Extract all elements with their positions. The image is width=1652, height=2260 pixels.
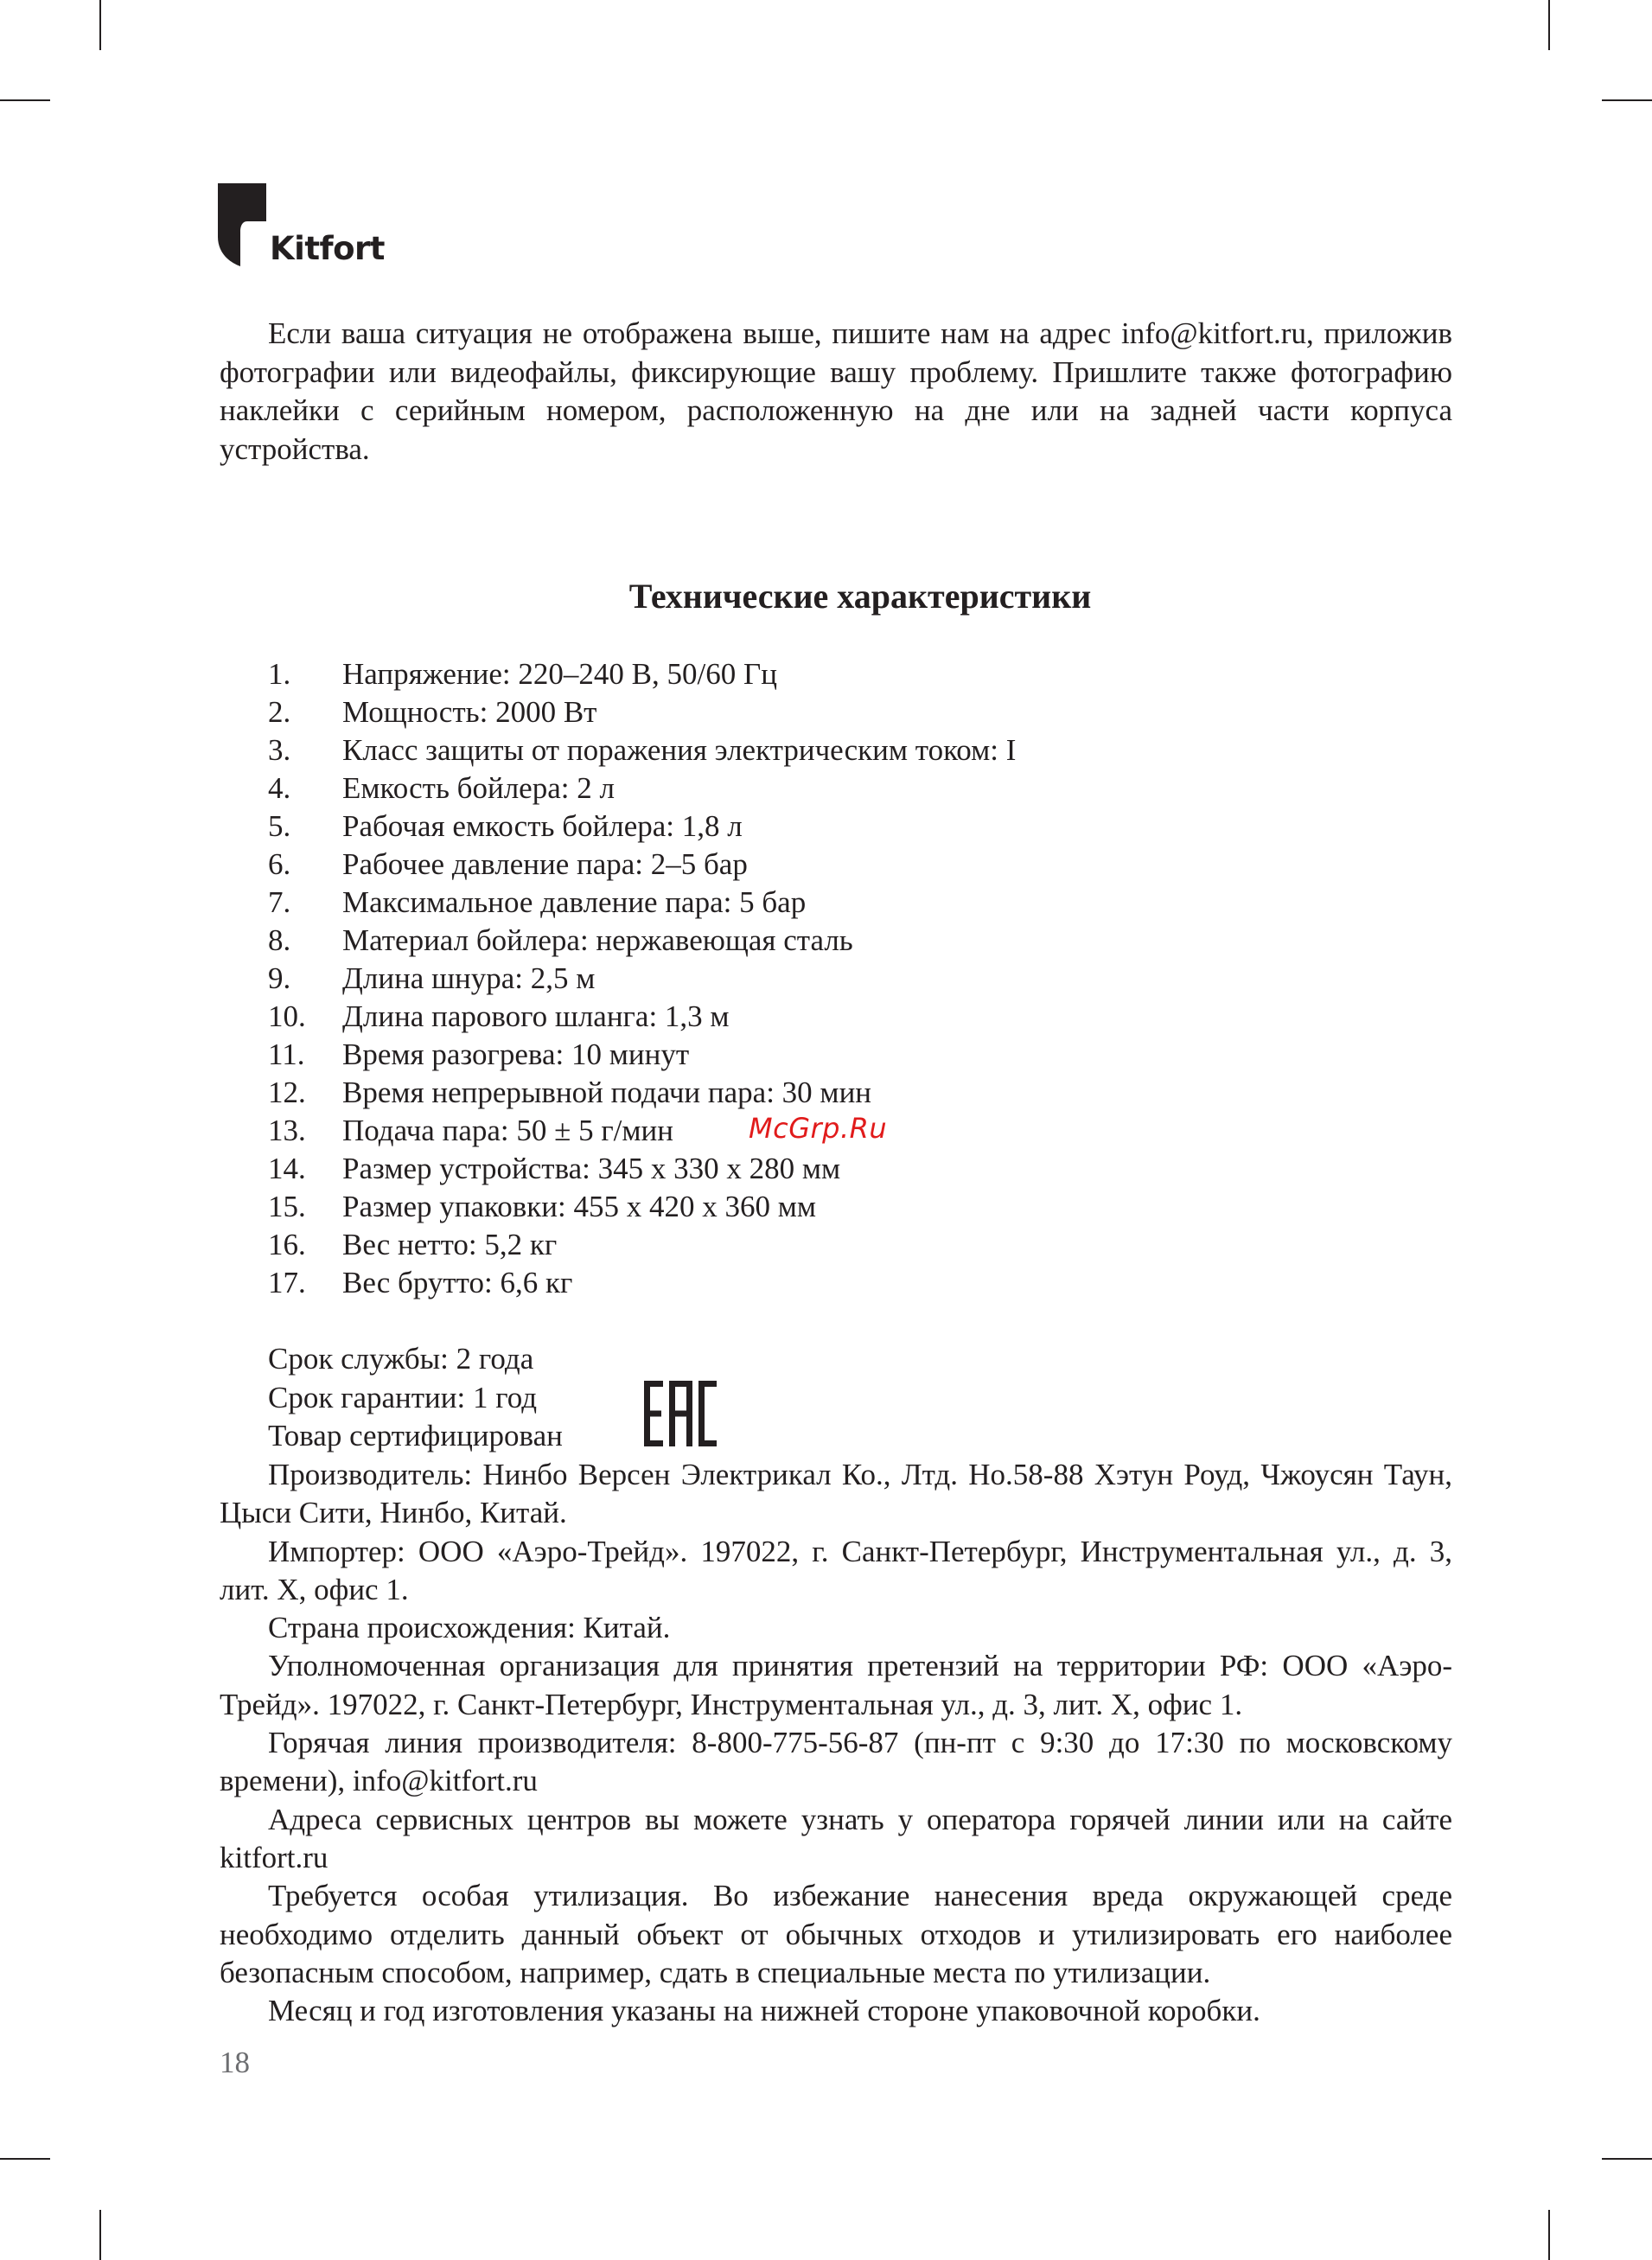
spec-number: 2. [268,695,291,729]
spec-item [268,922,1016,960]
spec-number: 13. [268,1114,306,1147]
spec-number: 7. [268,885,291,919]
page-number: 18 [220,2046,250,2079]
crop-mark [0,2158,50,2160]
spec-number: 11. [268,1037,305,1071]
spec-item [268,846,1016,884]
spec-text: Рабочее давление пара: 2–5 бар [342,847,748,881]
spec-text: Мощность: 2000 Вт [342,695,597,729]
spec-text: Вес нетто: 5,2 кг [342,1228,558,1261]
spec-text: Емкость бойлера: 2 л [342,771,615,805]
spec-number: 1. [268,657,291,691]
disposal-paragraph: Требуется особая утилизация. Во избежание нанесения вреда окружающей среде необходимо отделить данный объект от обычных отходов и утилизировать его наиболее безопасным способом, например, сдать в специальные места по утилизации. [220,1879,1452,1989]
spec-number: 17. [268,1266,306,1299]
specs-list [268,655,1016,1302]
crop-mark [99,0,101,50]
crop-mark [99,2210,101,2260]
spec-item [268,655,1016,693]
spec-item [268,998,1016,1036]
spec-item [268,1150,1016,1188]
crop-mark [1548,0,1550,50]
crop-mark [1548,2210,1550,2260]
spec-number: 14. [268,1152,306,1185]
manufacture-date-paragraph: Месяц и год изготовления указаны на нижней стороне упаковочной коробки. [268,1994,1260,2028]
spec-item [268,769,1016,808]
spec-text: Вес брутто: 6,6 кг [342,1266,573,1299]
spec-item [268,693,1016,731]
watermark: McGrp.Ru [749,1112,888,1145]
spec-text: Размер упаковки: 455 x 420 x 360 мм [342,1190,817,1223]
spec-item [268,1226,1016,1264]
spec-text: Напряжение: 220–240 В, 50/60 Гц [342,657,777,691]
spec-number: 4. [268,771,291,805]
crop-mark [1602,99,1652,101]
spec-text: Класс защиты от поражения электрическим током: I [342,733,1017,767]
spec-number: 3. [268,733,291,767]
spec-item [268,884,1016,922]
spec-item [268,1264,1016,1302]
service-life: Срок службы: 2 года [268,1342,534,1376]
spec-number: 5. [268,809,291,843]
kitfort-logo-icon [218,183,266,266]
spec-text: Длина парового шланга: 1,3 м [342,999,730,1033]
spec-text: Подача пара: 50 ± 5 г/мин [342,1114,674,1147]
spec-text: Время разогрева: 10 минут [342,1037,690,1071]
crop-mark [0,99,50,101]
eac-certification-icon [644,1381,717,1446]
spec-item [268,1112,1016,1150]
origin-paragraph: Страна происхождения: Китай. [268,1611,671,1645]
intro-paragraph: Если ваша ситуация не отображена выше, пишите нам на адрес info@kitfort.ru, приложив фотографии или видеофайлы, фиксирующие вашу проблему. Пришлите также фотографию наклейки с серийным номером, расположенную на дне или на задней части корпуса устройства. [220,316,1452,466]
spec-text: Размер устройства: 345 x 330 x 280 мм [342,1152,841,1185]
crop-mark [1602,2158,1652,2160]
certification-note: Товар сертифицирован [268,1419,563,1452]
manufacturer-paragraph: Производитель: Нинбо Версен Электрикал Ко., Лтд. Но.58-88 Хэтун Роуд, Чжоусян Таун, Цыси Сити, Нинбо, Китай. [220,1458,1452,1530]
spec-number: 8. [268,923,291,957]
service-centers-paragraph: Адреса сервисных центров вы можете узнать у оператора горячей линии или на сайте kitfort.ru [220,1802,1452,1874]
spec-text: Рабочая емкость бойлера: 1,8 л [342,809,743,843]
spec-item [268,731,1016,769]
warranty-period: Срок гарантии: 1 год [268,1380,538,1414]
spec-item [268,1188,1016,1226]
section-title: Технические характеристики [628,577,1092,616]
spec-number: 6. [268,847,291,881]
spec-item [268,1036,1016,1074]
spec-text: Длина шнура: 2,5 м [342,961,596,995]
spec-text: Материал бойлера: нержавеющая сталь [342,923,853,957]
spec-item [268,808,1016,846]
brand-name: Kitfort [270,230,385,267]
spec-number: 16. [268,1228,306,1261]
manufacturer-details [220,1456,1452,2030]
spec-number: 9. [268,961,291,995]
spec-item [268,1074,1016,1112]
authorized-organization-paragraph: Уполномоченная организация для принятия претензий на территории РФ: ООО «Аэро-Трейд». 197022, г. Санкт-Петербург, Инструментальная ул., д. 3, лит. Х, офис 1. [220,1649,1452,1721]
spec-text: Максимальное давление пара: 5 бар [342,885,807,919]
hotline-paragraph: Горячая линия производителя: 8-800-775-56-87 (пн-пт с 9:30 до 17:30 по московскому времени), info@kitfort.ru [220,1726,1452,1798]
spec-number: 15. [268,1190,306,1223]
importer-paragraph: Импортер: ООО «Аэро-Трейд». 197022, г. Санкт-Петербург, Инструментальная ул., д. 3, лит. Х, офис 1. [220,1534,1452,1606]
service-info [268,1340,563,1456]
spec-item [268,960,1016,998]
spec-text: Время непрерывной подачи пара: 30 мин [342,1076,872,1109]
spec-number: 12. [268,1076,306,1109]
spec-number: 10. [268,999,306,1033]
brand-logo [218,183,385,266]
